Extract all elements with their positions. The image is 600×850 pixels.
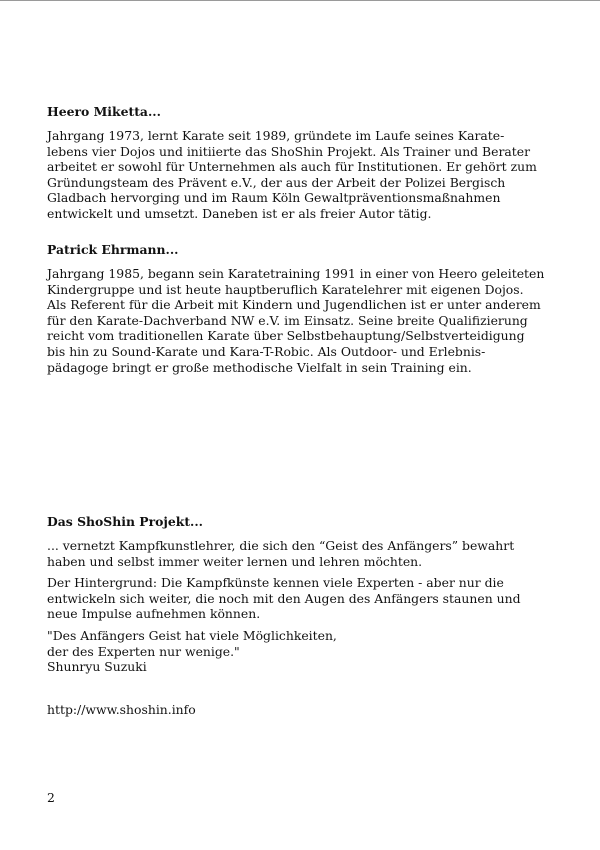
quote-block [47, 628, 537, 675]
text-line: reicht vom traditionellen Karate über Selbstbehauptung/Selbstverteidigung [47, 328, 525, 344]
quote-line: der des Experten nur wenige." [47, 643, 240, 659]
section-shoshin-projekt [47, 514, 537, 675]
section-heading: Patrick Ehrmann... [47, 242, 179, 257]
website-url[interactable]: http://www.shoshin.info [47, 702, 196, 717]
text-line: bis hin zu Sound-Karate und Kara-T-Robic. Als Outdoor- und Erlebnis- [47, 343, 486, 359]
text-line: neue Impulse aufnehmen können. [47, 606, 261, 622]
top-rule [0, 0, 600, 1]
section-heading: Das ShoShin Projekt... [47, 514, 203, 529]
text-line: haben und selbst immer weiter lernen und lehren möchten. [47, 553, 423, 569]
quote-author: Shunryu Suzuki [47, 659, 147, 675]
page-number: 2 [47, 790, 55, 805]
text-line: Jahrgang 1985, begann sein Karatetraining 1991 in einer von Heero geleiteten [47, 266, 545, 281]
text-line: ... vernetzt Kampfkunstlehrer, die sich den “Geist des Anfängers” bewahrt [47, 538, 515, 553]
text-line: Kindergruppe und ist heute hauptberuflich Karatelehrer mit eigenen Dojos. [47, 281, 524, 297]
text-line: für den Karate-Dachverband NW e.V. im Einsatz. Seine breite Qualifizierung [47, 312, 528, 328]
section-heading: Heero Miketta... [47, 104, 161, 119]
text-line: pädagoge bringt er große methodische Vielfalt in sein Training ein. [47, 359, 472, 375]
project-description-paragraph [47, 538, 537, 569]
text-line: lebens vier Dojos und initiierte das ShoShin Projekt. Als Trainer und Berater [47, 143, 531, 159]
text-line: entwickeln sich weiter, die noch mit den Augen des Anfängers staunen und [47, 590, 521, 606]
project-background-paragraph [47, 575, 537, 622]
section-heero-miketta [47, 104, 537, 222]
text-line: Jahrgang 1973, lernt Karate seit 1989, gründete im Laufe seines Karate- [47, 128, 505, 143]
text-line: Als Referent für die Arbeit mit Kindern und Jugendlichen ist er unter anderem [47, 297, 541, 313]
text-line: arbeitet er sowohl für Unternehmen als auch für Institutionen. Er gehört zum [47, 159, 537, 175]
text-line: Der Hintergrund: Die Kampfkünste kennen viele Experten - aber nur die [47, 575, 504, 591]
section-patrick-ehrmann [47, 242, 545, 375]
text-line: entwickelt und umsetzt. Daneben ist er als freier Autor tätig. [47, 205, 432, 221]
quote-line: "Des Anfängers Geist hat viele Möglichkeiten, [47, 627, 337, 643]
biography-paragraph [47, 266, 545, 375]
biography-paragraph [47, 128, 537, 222]
text-line: Gladbach hervorging und im Raum Köln Gewaltpräventionsmaßnahmen [47, 190, 501, 206]
text-line: Gründungsteam des Prävent e.V., der aus der Arbeit der Polizei Bergisch [47, 174, 506, 190]
